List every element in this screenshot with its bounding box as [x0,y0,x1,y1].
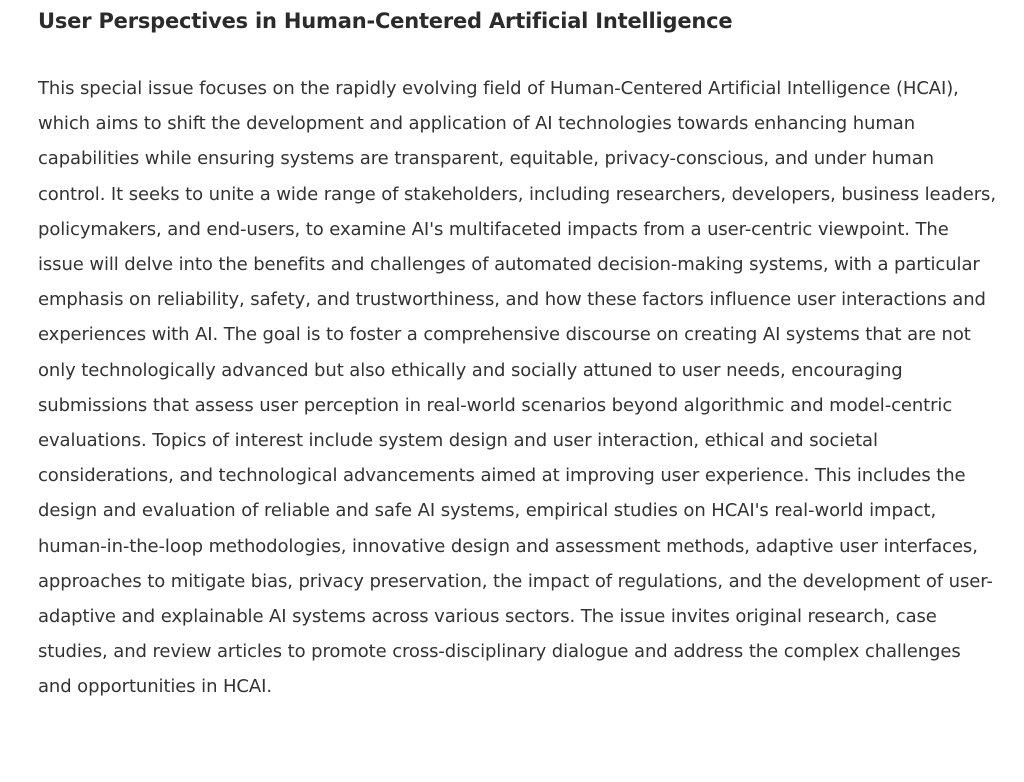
special-issue-description: This special issue focuses on the rapidly evolving field of Human-Centered Artificial Intelligence (HCAI), which aims to shift the development and application of AI technologies towards enhancing human capabilities while ensuring systems are transparent, equitable, privacy-conscious, and under human control. It seeks to unite a wide range of stakeholders, including researchers, developers, business leaders, policymakers, and end-users, to examine AI's multifaceted impacts from a user-centric viewpoint. The issue will delve into the benefits and challenges of automated decision-making systems, with a particular emphasis on reliability, safety, and trustworthiness, and how these factors influence user interactions and experiences with AI. The goal is to foster a comprehensive discourse on creating AI systems that are not only technologically advanced but also ethically and socially attuned to user needs, encouraging submissions that assess user perception in real-world scenarios beyond algorithmic and model-centric evaluations. Topics of interest include system design and user interaction, ethical and societal considerations, and technological advancements aimed at improving user experience. This includes the design and evaluation of reliable and safe AI systems, empirical studies on HCAI's real-world impact, human-in-the-loop methodologies, innovative design and assessment methods, adaptive user interfaces, approaches to mitigate bias, privacy preservation, the impact of regulations, and the development of user-adaptive and explainable AI systems across various sectors. The issue invites original research, case studies, and review articles to promote cross-disciplinary dialogue and address the complex challenges and opportunities in HCAI. [38,78,996,698]
special-issue-page [38,6,998,705]
page-title: User Perspectives in Human-Centered Artificial Intelligence [38,9,733,33]
